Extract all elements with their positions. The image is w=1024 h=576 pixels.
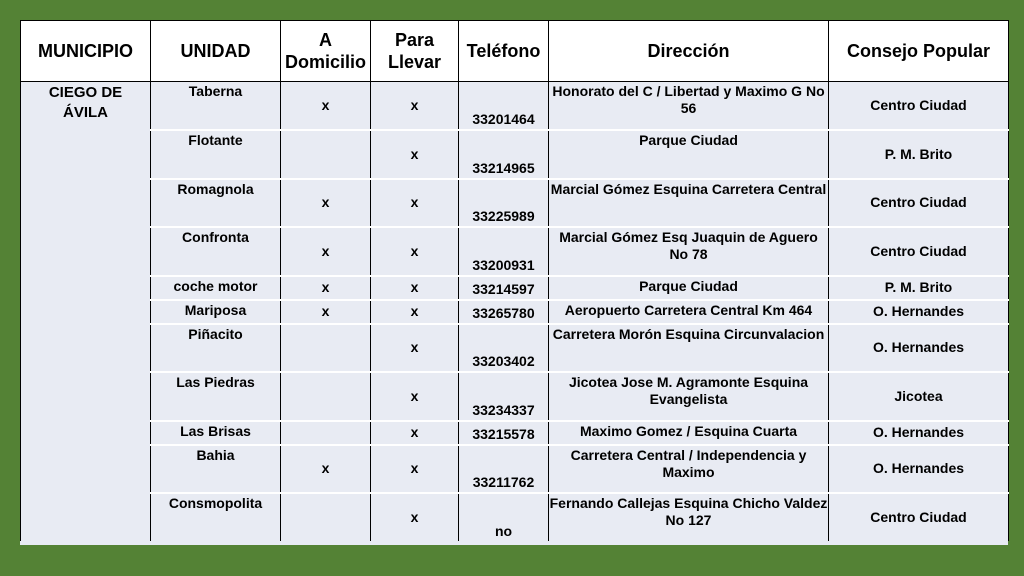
telefono-cell: 33211762 [459,445,549,493]
domicilio-cell: x [281,276,371,300]
table-row [21,276,1009,300]
table-row [21,421,1009,445]
municipio-cell [21,82,151,541]
unidad-cell: Mariposa [151,300,281,324]
llevar-cell: x [371,179,459,227]
header-llevar-line2: Llevar [387,52,442,72]
header-consejo: Consejo Popular [829,21,1009,82]
direccion-cell: Parque Ciudad [549,130,829,179]
domicilio-cell: x [281,82,371,130]
header-llevar [371,21,459,82]
table-row [21,300,1009,324]
domicilio-cell [281,130,371,179]
domicilio-cell: x [281,227,371,276]
unidad-cell: Romagnola [151,179,281,227]
llevar-cell: x [371,421,459,445]
llevar-cell: x [371,372,459,421]
domicilio-cell [281,324,371,372]
direccion-cell: Marcial Gómez Esquina Carretera Central [549,179,829,227]
unidad-cell: Piñacito [151,324,281,372]
unidad-cell: Bahia [151,445,281,493]
telefono-cell: no [459,493,549,541]
llevar-cell: x [371,82,459,130]
consejo-cell: Centro Ciudad [829,227,1009,276]
consejo-cell: Jicotea [829,372,1009,421]
telefono-cell: 33200931 [459,227,549,276]
header-direccion: Dirección [549,21,829,82]
domicilio-cell: x [281,445,371,493]
direccion-cell: Honorato del C / Libertad y Maximo G No 56 [549,82,829,130]
consejo-cell: O. Hernandes [829,421,1009,445]
direccion-cell: Jicotea Jose M. Agramonte Esquina Evangelista [549,372,829,421]
unidad-cell: Flotante [151,130,281,179]
table-row [21,493,1009,541]
table-row [21,445,1009,493]
telefono-cell: 33201464 [459,82,549,130]
unidad-cell: Confronta [151,227,281,276]
header-municipio: MUNICIPIO [21,21,151,82]
consejo-cell: O. Hernandes [829,324,1009,372]
table-row [21,227,1009,276]
direccion-cell: Aeropuerto Carretera Central Km 464 [549,300,829,324]
domicilio-cell [281,493,371,541]
domicilio-cell [281,372,371,421]
consejo-cell: P. M. Brito [829,276,1009,300]
header-row [21,21,1009,82]
direccion-cell: Carretera Central / Independencia y Maximo [549,445,829,493]
header-unidad: UNIDAD [151,21,281,82]
telefono-cell: 33234337 [459,372,549,421]
municipio-line1: CIEGO DE [48,84,123,101]
unidad-cell: Las Piedras [151,372,281,421]
telefono-cell: 33265780 [459,300,549,324]
llevar-cell: x [371,227,459,276]
telefono-cell: 33225989 [459,179,549,227]
header-llevar-line1: Para [394,30,435,50]
direccion-cell: Marcial Gómez Esq Juaquin de Aguero No 78 [549,227,829,276]
llevar-cell: x [371,493,459,541]
table-row [21,372,1009,421]
consejo-cell: O. Hernandes [829,445,1009,493]
direccion-cell: Carretera Morón Esquina Circunvalacion [549,324,829,372]
domicilio-cell: x [281,179,371,227]
table-row [21,130,1009,179]
table-body [21,82,1009,541]
direccion-cell: Fernando Callejas Esquina Chicho Valdez No 127 [549,493,829,541]
llevar-cell: x [371,445,459,493]
telefono-cell: 33215578 [459,421,549,445]
unidad-cell: coche motor [151,276,281,300]
llevar-cell: x [371,300,459,324]
unidad-cell: Consmopolita [151,493,281,541]
consejo-cell: Centro Ciudad [829,179,1009,227]
table-sheet [20,20,1008,545]
table-row [21,324,1009,372]
unidad-cell: Las Brisas [151,421,281,445]
header-domicilio-line2: Domicilio [284,52,366,72]
consejo-cell: O. Hernandes [829,300,1009,324]
llevar-cell: x [371,130,459,179]
domicilio-cell [281,421,371,445]
municipio-line2: ÁVILA [63,104,108,121]
header-domicilio-line1: A [319,30,332,50]
llevar-cell: x [371,276,459,300]
header-domicilio [281,21,371,82]
telefono-cell: 33214597 [459,276,549,300]
telefono-cell: 33203402 [459,324,549,372]
unidad-cell: Taberna [151,82,281,130]
table-row [21,82,1009,130]
units-table [20,20,1009,541]
consejo-cell: Centro Ciudad [829,493,1009,541]
telefono-cell: 33214965 [459,130,549,179]
domicilio-cell: x [281,300,371,324]
llevar-cell: x [371,324,459,372]
header-telefono: Teléfono [459,21,549,82]
direccion-cell: Parque Ciudad [549,276,829,300]
consejo-cell: Centro Ciudad [829,82,1009,130]
direccion-cell: Maximo Gomez / Esquina Cuarta [549,421,829,445]
consejo-cell: P. M. Brito [829,130,1009,179]
table-row [21,179,1009,227]
